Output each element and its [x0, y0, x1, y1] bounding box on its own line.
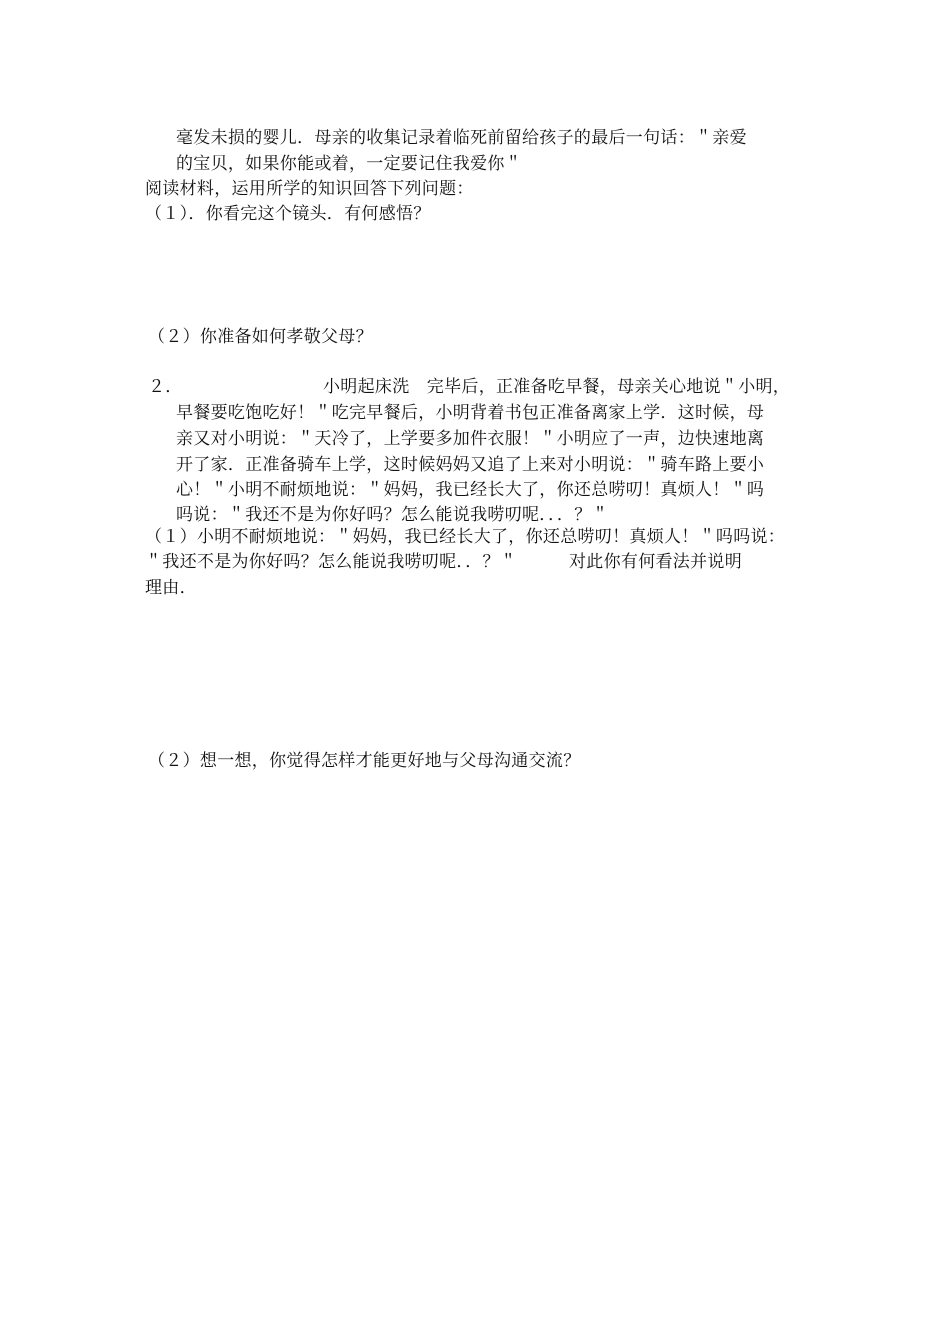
story-text-line: 早餐要吃饱吃好！＂吃完早餐后，小明背着书包正准备离家上学．这时候，母: [176, 403, 765, 423]
story-text-line: 亲又对小明说：＂天冷了，上学要多加件衣服！＂小明应了一声，边快速地离: [176, 429, 765, 449]
story-text-line: 毫发未损的婴儿．母亲的收集记录着临死前留给孩子的最后一句话：＂亲爱: [176, 128, 747, 148]
question-2: （２）你准备如何孝敬父母？: [148, 327, 373, 347]
story-text-line: 小明起床洗 完毕后，正准备吃早餐，母亲关心地说＂小明，: [323, 377, 791, 397]
instruction-text: 阅读材料，运用所学的知识回答下列问题：: [145, 179, 474, 199]
question-1: （１）．你看完这个镜头．有何感悟？: [145, 204, 431, 224]
sub-question-1: ＂我还不是为你好吗？怎么能说我唠叨呢．．？＂ 对此你有何看法并说明: [145, 552, 742, 572]
story-text-line: 的宝贝，如果你能或着，一定要记住我爱你＂: [176, 154, 522, 174]
story-text-line: 心！＂小明不耐烦地说：＂妈妈，我已经长大了，你还总唠叨！真烦人！＂吗: [176, 480, 765, 500]
sub-question-1: 理由．: [145, 578, 197, 598]
sub-question-1: （１）小明不耐烦地说：＂妈妈，我已经长大了，你还总唠叨！真烦人！＂吗吗说：: [145, 527, 786, 547]
story-text-line: 开了家．正准备骑车上学，这时候妈妈又追了上来对小明说：＂骑车路上要小: [176, 455, 765, 475]
item-number: ２．: [148, 377, 183, 397]
sub-question-2: （２）想一想，你觉得怎样才能更好地与父母沟通交流？: [148, 751, 581, 771]
story-text-line: 吗说：＂我还不是为你好吗？怎么能说我唠叨呢．．．？＂: [176, 505, 609, 525]
